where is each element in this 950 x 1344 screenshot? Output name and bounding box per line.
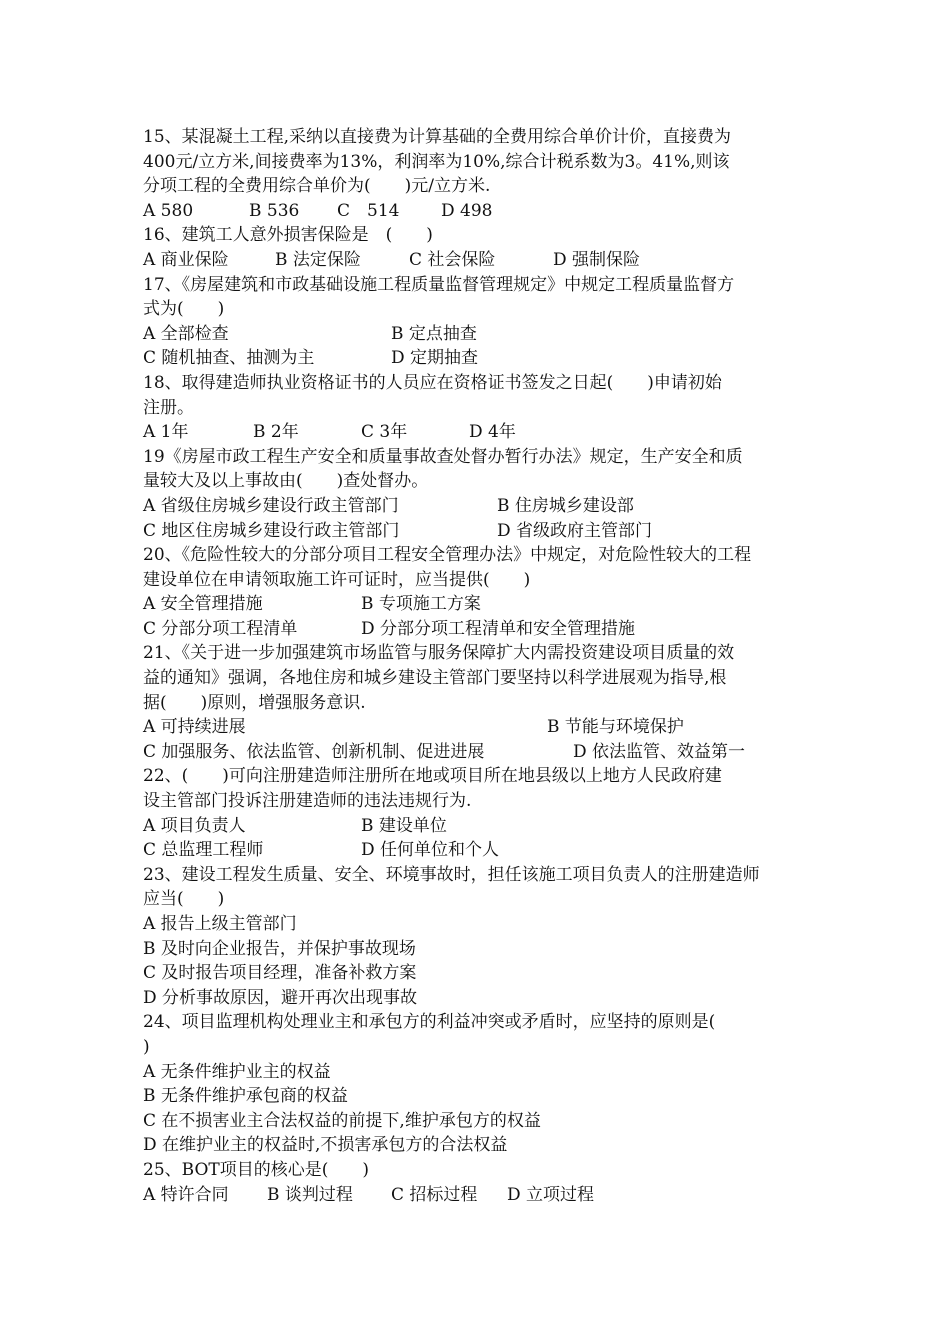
question-23 bbox=[143, 863, 813, 1011]
option-a: A 全部检查 bbox=[143, 323, 229, 344]
option-b: B 住房城乡建设部 bbox=[497, 495, 634, 516]
option-c: C 在不损害业主合法权益的前提下,维护承包方的权益 bbox=[143, 1110, 541, 1131]
option-row bbox=[143, 1060, 813, 1085]
option-c: C 3年 bbox=[361, 422, 408, 443]
question-stem-line: 19《房屋市政工程生产安全和质量事故查处督办暂行办法》规定，生产安全和质 bbox=[143, 446, 743, 467]
option-row bbox=[143, 912, 813, 937]
option-row bbox=[143, 617, 813, 642]
option-a: A 可持续进展 bbox=[143, 717, 246, 738]
question-stem-line: 注册。 bbox=[143, 397, 194, 418]
option-row bbox=[143, 1084, 813, 1109]
option-c: C 地区住房城乡建设行政主管部门 bbox=[143, 520, 400, 541]
option-row bbox=[143, 937, 813, 962]
question-21 bbox=[143, 641, 813, 764]
question-stem-line: 益的通知》强调，各地住房和城乡建设主管部门要坚持以科学进展观为指导,根 bbox=[143, 668, 727, 689]
option-row bbox=[143, 961, 813, 986]
option-c: C 随机抽查、抽测为主 bbox=[143, 348, 315, 369]
question-22 bbox=[143, 764, 813, 862]
question-stem-line: 量较大及以上事故由( )查处督办。 bbox=[143, 471, 429, 492]
option-c: C 514 bbox=[337, 200, 400, 221]
option-a: A 项目负责人 bbox=[143, 815, 246, 836]
option-d: D 分部分项工程清单和安全管理措施 bbox=[361, 618, 636, 639]
option-row bbox=[143, 715, 813, 740]
option-c: C 社会保险 bbox=[409, 249, 496, 270]
question-stem-line: 17、《房屋建筑和市政基础设施工程质量监督管理规定》中规定工程质量监督方 bbox=[143, 274, 735, 295]
question-24 bbox=[143, 1010, 813, 1158]
option-b: B 专项施工方案 bbox=[361, 594, 481, 615]
question-stem-line: 建设单位在申请领取施工许可证时，应当提供( ) bbox=[143, 569, 531, 590]
option-d: D 分析事故原因，避开再次出现事故 bbox=[143, 987, 418, 1008]
option-c: C 及时报告项目经理，准备补救方案 bbox=[143, 963, 417, 984]
option-c: C 分部分项工程清单 bbox=[143, 618, 298, 639]
question-stem-line: 据( )原则，增强服务意识. bbox=[143, 692, 366, 713]
option-b: B 建设单位 bbox=[361, 815, 447, 836]
question-stem-line: 18、取得建造师执业资格证书的人员应在资格证书签发之日起( )申请初始 bbox=[143, 372, 722, 393]
option-a: A 报告上级主管部门 bbox=[143, 914, 297, 934]
question-stem-line: ) bbox=[143, 1036, 150, 1057]
option-a: A 省级住房城乡建设行政主管部门 bbox=[143, 495, 399, 516]
option-row bbox=[143, 248, 813, 273]
option-d: D 依法监管、效益第一 bbox=[573, 741, 746, 762]
option-d: D 4年 bbox=[469, 422, 516, 443]
option-row bbox=[143, 986, 813, 1011]
option-d: D 定期抽查 bbox=[391, 348, 479, 369]
option-d: D 强制保险 bbox=[553, 249, 641, 270]
option-row bbox=[143, 346, 813, 371]
option-d: D 任何单位和个人 bbox=[361, 840, 500, 861]
option-b: B 及时向企业报告，并保护事故现场 bbox=[143, 938, 416, 959]
option-b: B 2年 bbox=[253, 422, 299, 443]
question-list bbox=[143, 125, 813, 1207]
question-25 bbox=[143, 1158, 813, 1207]
option-row bbox=[143, 494, 813, 519]
question-stem-line: 22、( )可向注册建造师注册所在地或项目所在地县级以上地方人民政府建 bbox=[143, 766, 722, 787]
option-a: A 安全管理措施 bbox=[143, 594, 263, 615]
question-stem-line: 设主管部门投诉注册建造师的违法违规行为. bbox=[143, 791, 472, 812]
option-b: B 无条件维护承包商的权益 bbox=[143, 1086, 348, 1107]
option-row bbox=[143, 814, 813, 839]
option-row bbox=[143, 1133, 813, 1158]
option-b: B 节能与环境保护 bbox=[547, 717, 684, 738]
option-d: D 在维护业主的权益时,不损害承包方的合法权益 bbox=[143, 1135, 508, 1156]
option-row bbox=[143, 322, 813, 347]
question-20 bbox=[143, 543, 813, 641]
option-row bbox=[143, 1183, 813, 1208]
question-17 bbox=[143, 273, 813, 371]
option-b: B 法定保险 bbox=[275, 249, 361, 270]
question-stem-line: 15、某混凝土工程,采纳以直接费为计算基础的全费用综合单价计价，直接费为 bbox=[143, 127, 732, 147]
option-row bbox=[143, 420, 813, 445]
option-d: D 省级政府主管部门 bbox=[497, 520, 653, 541]
option-row bbox=[143, 199, 813, 224]
question-stem-line: 25、BOT项目的核心是( ) bbox=[143, 1159, 369, 1180]
option-row bbox=[143, 1109, 813, 1134]
question-19 bbox=[143, 445, 813, 543]
question-stem-line: 21、《关于进一步加强建筑市场监管与服务保障扩大内需投资建设项目质量的效 bbox=[143, 643, 735, 664]
option-a: A 无条件维护业主的权益 bbox=[143, 1061, 331, 1082]
question-16 bbox=[143, 223, 813, 272]
option-c: C 总监理工程师 bbox=[143, 840, 264, 861]
option-row bbox=[143, 592, 813, 617]
question-stem-line: 24、项目监理机构处理业主和承包方的利益冲突或矛盾时，应坚持的原则是( bbox=[143, 1012, 716, 1033]
option-d: D 立项过程 bbox=[507, 1184, 595, 1205]
option-d: D 498 bbox=[441, 200, 493, 221]
question-stem-line: 分项工程的全费用综合单价为( )元/立方米. bbox=[143, 176, 491, 197]
option-a: A 特许合同 bbox=[143, 1184, 229, 1205]
question-stem-line: 23、建设工程发生质量、安全、环境事故时，担任该施工项目负责人的注册建造师 bbox=[143, 864, 760, 885]
option-row bbox=[143, 519, 813, 544]
option-a: A 1年 bbox=[143, 422, 189, 443]
option-a: A 商业保险 bbox=[143, 249, 229, 270]
question-15 bbox=[143, 125, 813, 223]
question-stem-line: 20、《危险性较大的分部分项目工程安全管理办法》中规定，对危险性较大的工程 bbox=[143, 545, 752, 566]
option-row bbox=[143, 740, 813, 765]
option-b: B 536 bbox=[249, 200, 300, 221]
option-b: B 定点抽查 bbox=[391, 323, 477, 344]
question-stem-line: 400元/立方米,间接费率为13%，利润率为10%,综合计税系数为3。41%,则该 bbox=[143, 151, 730, 172]
option-row bbox=[143, 838, 813, 863]
question-stem-line: 应当( ) bbox=[143, 889, 225, 910]
question-18 bbox=[143, 371, 813, 445]
option-b: B 谈判过程 bbox=[267, 1184, 353, 1205]
option-a: A 580 bbox=[143, 200, 194, 221]
question-stem-line: 16、建筑工人意外损害保险是 ( ) bbox=[143, 225, 433, 246]
option-c: C 招标过程 bbox=[391, 1184, 478, 1205]
question-stem-line: 式为( ) bbox=[143, 299, 225, 320]
option-c: C 加强服务、依法监管、创新机制、促进进展 bbox=[143, 741, 485, 762]
